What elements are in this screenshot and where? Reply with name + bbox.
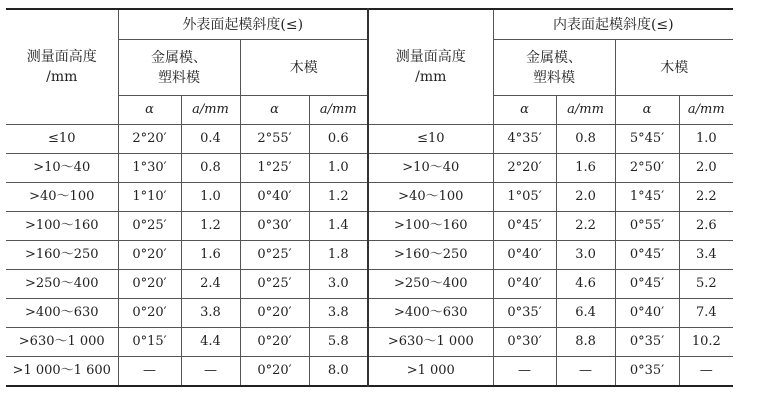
cell-inner-wood-alpha: 0°35′ (615, 328, 679, 357)
cell-outer-wood-alpha: 0°25′ (240, 270, 309, 299)
cell-inner-mp-alpha: 4°35′ (493, 125, 556, 154)
table-row (6, 328, 733, 357)
cell-outer-mp-alpha: 1°10′ (118, 183, 181, 212)
cell-height-outer: >10～40 (6, 154, 118, 183)
cell-outer-wood-alpha: 0°25′ (240, 241, 309, 270)
table-row (6, 299, 733, 328)
table-body (6, 125, 733, 387)
cell-outer-wood-a: 0.6 (309, 125, 368, 154)
header-alpha: α (118, 96, 181, 125)
cell-height-outer: >40～100 (6, 183, 118, 212)
header-a-mm-text: a/mm (319, 102, 357, 117)
cell-inner-mp-a: 6.4 (556, 299, 615, 328)
cell-inner-wood-a: 7.4 (679, 299, 733, 328)
cell-height-outer: >630～1 000 (6, 328, 118, 357)
cell-inner-wood-a: 2.6 (679, 212, 733, 241)
cell-inner-wood-alpha: 0°40′ (615, 299, 679, 328)
cell-height-inner: >40～100 (368, 183, 493, 212)
cell-outer-wood-a: 1.2 (309, 183, 368, 212)
header-inner-wood: 木模 (615, 40, 733, 96)
cell-inner-mp-alpha: 0°40′ (493, 241, 556, 270)
cell-outer-wood-alpha: 0°30′ (240, 212, 309, 241)
header-alpha: α (493, 96, 556, 125)
cell-inner-mp-a: 2.0 (556, 183, 615, 212)
cell-height-inner: >400～630 (368, 299, 493, 328)
cell-height-outer: >100～160 (6, 212, 118, 241)
cell-inner-wood-a: 2.0 (679, 154, 733, 183)
cell-height-inner: >1 000 (368, 357, 493, 387)
cell-outer-mp-a: 0.8 (181, 154, 240, 183)
cell-outer-mp-alpha: 1°30′ (118, 154, 181, 183)
cell-outer-mp-a: 4.4 (181, 328, 240, 357)
cell-outer-wood-a: 3.0 (309, 270, 368, 299)
cell-inner-wood-alpha: 2°50′ (615, 154, 679, 183)
header-a-mm-text: a/mm (567, 102, 604, 117)
cell-outer-mp-alpha: — (118, 357, 181, 387)
header-a-mm (309, 96, 368, 125)
cell-inner-wood-alpha: 5°45′ (615, 125, 679, 154)
cell-inner-wood-a: — (679, 357, 733, 387)
cell-inner-mp-alpha: 0°30′ (493, 328, 556, 357)
cell-inner-mp-alpha: 0°40′ (493, 270, 556, 299)
cell-height-outer: >1 000～1 600 (6, 357, 118, 387)
header-outer-wood: 木模 (240, 40, 368, 96)
cell-inner-wood-a: 10.2 (679, 328, 733, 357)
cell-height-outer: >400～630 (6, 299, 118, 328)
table-row (6, 357, 733, 387)
cell-outer-wood-alpha: 0°20′ (240, 357, 309, 387)
cell-outer-wood-a: 1.4 (309, 212, 368, 241)
cell-height-outer: ≤10 (6, 125, 118, 154)
cell-outer-wood-alpha: 0°20′ (240, 328, 309, 357)
cell-inner-mp-alpha: 2°20′ (493, 154, 556, 183)
cell-height-inner: >10～40 (368, 154, 493, 183)
cell-inner-mp-a: 3.0 (556, 241, 615, 270)
header-alpha: α (240, 96, 309, 125)
table-row (6, 154, 733, 183)
cell-outer-mp-alpha: 0°20′ (118, 270, 181, 299)
table-row (6, 183, 733, 212)
cell-inner-wood-alpha: 1°45′ (615, 183, 679, 212)
cell-outer-wood-a: 1.0 (309, 154, 368, 183)
cell-height-inner: >250～400 (368, 270, 493, 299)
table-row (6, 125, 733, 154)
cell-outer-mp-a: — (181, 357, 240, 387)
header-inner-metal-plastic: 金属模、 塑料模 (493, 40, 615, 96)
cell-outer-wood-alpha: 1°25′ (240, 154, 309, 183)
cell-inner-wood-alpha: 0°35′ (615, 357, 679, 387)
cell-outer-mp-a: 0.4 (181, 125, 240, 154)
header-a-mm-text: a/mm (192, 102, 229, 117)
cell-outer-mp-alpha: 0°15′ (118, 328, 181, 357)
cell-inner-wood-a: 2.2 (679, 183, 733, 212)
cell-inner-wood-alpha: 0°45′ (615, 270, 679, 299)
cell-outer-wood-a: 1.8 (309, 241, 368, 270)
header-height-inner: 测量面高度 /mm (368, 9, 493, 125)
cell-inner-mp-alpha: 0°35′ (493, 299, 556, 328)
cell-outer-mp-alpha: 0°20′ (118, 299, 181, 328)
cell-outer-mp-a: 1.0 (181, 183, 240, 212)
cell-outer-mp-a: 1.6 (181, 241, 240, 270)
cell-inner-wood-alpha: 0°45′ (615, 241, 679, 270)
header-outer-draft-angle: 外表面起模斜度(≤) (118, 9, 368, 40)
cell-inner-mp-a: 8.8 (556, 328, 615, 357)
cell-inner-mp-a: 1.6 (556, 154, 615, 183)
cell-inner-mp-alpha: 1°05′ (493, 183, 556, 212)
header-inner-draft-angle: 内表面起模斜度(≤) (493, 9, 733, 40)
cell-outer-mp-a: 2.4 (181, 270, 240, 299)
draft-angle-table (6, 8, 733, 387)
cell-inner-mp-alpha: — (493, 357, 556, 387)
cell-inner-wood-alpha: 0°55′ (615, 212, 679, 241)
header-alpha: α (615, 96, 679, 125)
cell-inner-mp-a: 4.6 (556, 270, 615, 299)
cell-height-inner: >630～1 000 (368, 328, 493, 357)
cell-height-inner: ≤10 (368, 125, 493, 154)
cell-inner-mp-a: 2.2 (556, 212, 615, 241)
header-a-mm-text: a/mm (687, 102, 725, 117)
cell-inner-wood-a: 5.2 (679, 270, 733, 299)
cell-outer-wood-alpha: 0°40′ (240, 183, 309, 212)
cell-outer-wood-alpha: 2°55′ (240, 125, 309, 154)
cell-outer-wood-a: 3.8 (309, 299, 368, 328)
header-height-outer: 测量面高度 /mm (6, 9, 118, 125)
cell-outer-mp-alpha: 2°20′ (118, 125, 181, 154)
cell-inner-wood-a: 3.4 (679, 241, 733, 270)
draft-angle-table-page (6, 8, 733, 387)
cell-height-outer: >160～250 (6, 241, 118, 270)
cell-inner-mp-a: 0.8 (556, 125, 615, 154)
cell-outer-mp-a: 1.2 (181, 212, 240, 241)
cell-inner-mp-alpha: 0°45′ (493, 212, 556, 241)
cell-outer-mp-alpha: 0°20′ (118, 241, 181, 270)
cell-outer-mp-alpha: 0°25′ (118, 212, 181, 241)
cell-inner-mp-a: — (556, 357, 615, 387)
cell-outer-wood-a: 5.8 (309, 328, 368, 357)
cell-height-outer: >250～400 (6, 270, 118, 299)
table-row (6, 241, 733, 270)
cell-height-inner: >160～250 (368, 241, 493, 270)
cell-outer-wood-alpha: 0°20′ (240, 299, 309, 328)
header-a-mm (556, 96, 615, 125)
header-outer-metal-plastic: 金属模、 塑料模 (118, 40, 240, 96)
header-a-mm (181, 96, 240, 125)
cell-outer-wood-a: 8.0 (309, 357, 368, 387)
cell-inner-wood-a: 1.0 (679, 125, 733, 154)
cell-height-inner: >100～160 (368, 212, 493, 241)
table-row (6, 270, 733, 299)
cell-outer-mp-a: 3.8 (181, 299, 240, 328)
header-a-mm (679, 96, 733, 125)
table-row (6, 212, 733, 241)
